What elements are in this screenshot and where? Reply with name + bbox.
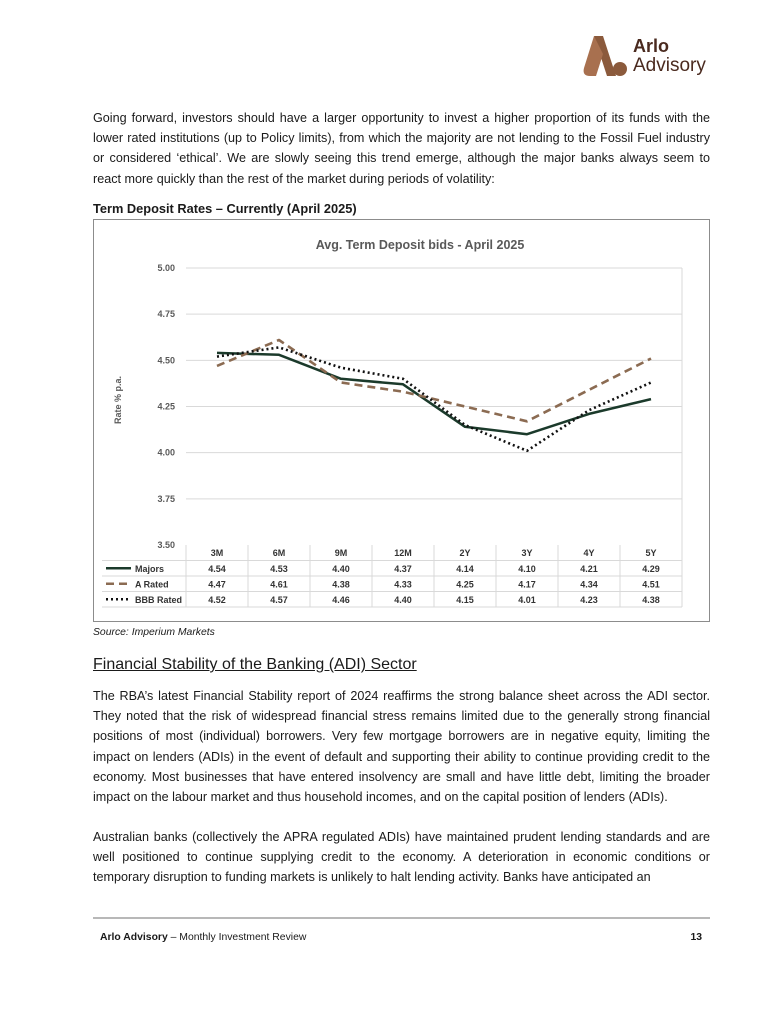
data-value-label: 4.10 [518,563,536,574]
y-tick-label: 5.00 [157,263,175,273]
data-value-label: 4.38 [642,594,660,605]
x-category-label: 2Y [459,548,471,558]
series-name: Majors [135,563,165,574]
data-value-label: 4.51 [642,579,660,590]
data-value-label: 4.46 [332,594,350,605]
logo-wordmark [633,37,706,75]
data-value-label: 4.01 [518,594,536,605]
chart-heading: Term Deposit Rates – Currently (April 2025) [93,201,357,216]
footer-label [100,932,306,943]
section-paragraph-2: Australian banks (collectively the APRA regulated ADIs) have maintained prudent lending standards and are well positioned to continue supplying credit to the economy. A deterioration in economic conditions or temporary disruption to funding markets is unlikely to halt lending activity. Banks have anticipated an [93,830,710,885]
x-category-label: 5Y [645,548,657,558]
logo-mark-icon [582,36,628,78]
footer-subtitle: – Monthly Investment Review [167,932,307,943]
data-value-label: 4.15 [456,594,474,605]
y-tick-label: 3.50 [157,540,175,550]
data-value-label: 4.57 [270,594,288,605]
data-value-label: 4.34 [580,579,598,590]
section-paragraph-1: The RBA’s latest Financial Stability report of 2024 reaffirms the strong balance sheet across the ADI sector. They noted that the risk of widespread financial stress remains limited due to the generally strong financial positions of most (individual) borrowers. Very few mortgage borrowers are in negative equity, limiting the impact on lenders (ADIs) in the event of default and supporting their ability to continue providing credit to the economy. Most businesses that have entered insolvency are small and have little debt, limiting the broader impact on the labour market and thus household incomes, and on the capital position of lenders (ADIs). [93,689,710,805]
logo-line-1: Arlo [633,36,669,56]
chart-title: Avg. Term Deposit bids - April 2025 [315,238,525,252]
logo-line-2: Advisory [633,55,706,76]
section-title: Financial Stability of the Banking (ADI) Sector [93,656,417,673]
data-value-label: 4.29 [642,563,660,574]
data-value-label: 4.54 [208,563,226,574]
series-name: BBB Rated [135,594,183,605]
data-value-label: 4.53 [270,563,288,574]
y-tick-label: 4.00 [157,447,175,458]
data-value-label: 4.37 [394,563,412,574]
footer-brand: Arlo Advisory [100,932,168,943]
data-value-label: 4.23 [580,594,598,605]
y-tick-label: 4.75 [157,309,175,320]
series-line-majors [217,353,651,434]
y-tick-label: 4.50 [157,355,175,366]
x-category-label: 12M [394,548,412,558]
data-value-label: 4.52 [208,594,226,605]
data-value-label: 4.40 [332,563,350,574]
series-name: A Rated [135,579,169,590]
data-value-label: 4.33 [394,579,412,590]
data-value-label: 4.25 [456,579,474,590]
data-value-label: 4.17 [518,579,536,590]
arlo-advisory-logo [582,36,712,80]
footer-divider [93,917,710,919]
series-line-a-rated [217,340,651,421]
intro-paragraph: Going forward, investors should have a larger opportunity to invest a higher proportion of its funds with the lower rated institutions (up to Policy limits), from which the majority are not lending to the Fossil Fuel industry or considered ‘ethical’. We are slowly seeing this trend emerge, although the major banks always seem to react more quickly than the rest of the market during periods of volatility: [93,111,710,186]
x-category-label: 9M [334,548,348,558]
x-category-label: 4Y [583,548,595,558]
data-value-label: 4.14 [456,563,474,574]
data-value-label: 4.40 [394,594,412,605]
data-value-label: 4.21 [580,563,598,574]
y-tick-label: 3.75 [157,493,175,504]
y-tick-label: 4.25 [157,401,175,412]
term-deposit-chart [93,219,710,622]
source-note: Source: Imperium Markets [93,627,215,638]
page-number: 13 [690,932,702,943]
x-category-label: 3Y [521,548,533,558]
x-category-label: 6M [272,548,286,558]
data-value-label: 4.38 [332,579,350,590]
data-value-label: 4.61 [270,579,288,590]
y-axis-label: Rate % p.a. [113,375,123,425]
chart-svg [94,220,711,623]
data-value-label: 4.47 [208,579,226,590]
x-category-label: 3M [210,548,224,558]
